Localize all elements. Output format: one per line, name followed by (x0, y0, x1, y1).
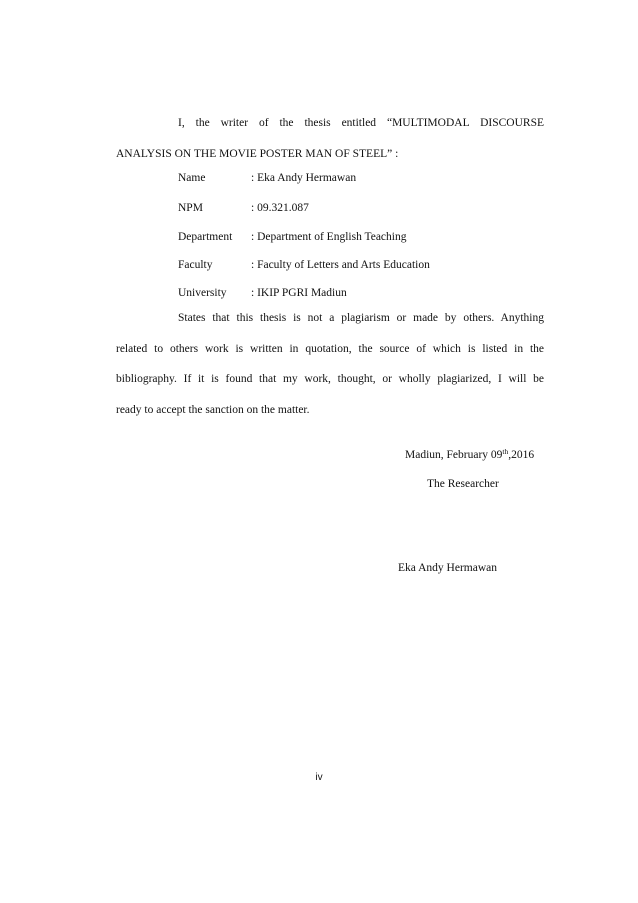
field-label-faculty: Faculty (178, 259, 213, 271)
field-value-faculty: : Faculty of Letters and Arts Education (251, 259, 430, 271)
statement-line-3: bibliography. If it is found that my work, thought, or wholly plagiarized, I will be (116, 373, 544, 385)
field-row-npm (178, 200, 309, 216)
field-value-university: : IKIP PGRI Madiun (251, 287, 347, 299)
signature-name: Eka Andy Hermawan (398, 562, 497, 574)
field-value-name: : Eka Andy Hermawan (251, 172, 357, 184)
signature-place-date (405, 447, 534, 463)
field-row-faculty (178, 257, 430, 273)
statement-line-4: ready to accept the sanction on the matter. (116, 403, 310, 416)
field-row-university (178, 285, 347, 301)
statement-line-2: related to others work is written in quotation, the source of which is listed in the (116, 342, 544, 355)
page-number: iv (315, 772, 323, 783)
field-label-name: Name (178, 172, 206, 184)
signature-date-superscript: th (502, 447, 509, 456)
statement-line-1: States that this thesis is not a plagiarism or made by others. Anything (178, 312, 544, 324)
field-row-name (178, 170, 356, 186)
field-row-department (178, 229, 406, 245)
field-label-department: Department (178, 231, 233, 243)
declaration-intro (116, 108, 544, 169)
signature-date-prefix: Madiun, February 09 (405, 449, 503, 461)
field-label-university: University (178, 287, 227, 299)
field-value-npm: : 09.321.087 (251, 202, 309, 214)
field-label-npm: NPM (178, 202, 203, 214)
field-value-department: : Department of English Teaching (251, 231, 407, 243)
declaration-intro-line-2: ANALYSIS ON THE MOVIE POSTER MAN OF STEEL” : (116, 147, 399, 160)
declaration-intro-line-1: I, the writer of the thesis entitled “MULTIMODAL DISCOURSE (178, 117, 544, 129)
signature-role: The Researcher (427, 478, 499, 490)
signature-date-suffix: ,2016 (508, 449, 535, 461)
statement-paragraph (116, 303, 544, 425)
